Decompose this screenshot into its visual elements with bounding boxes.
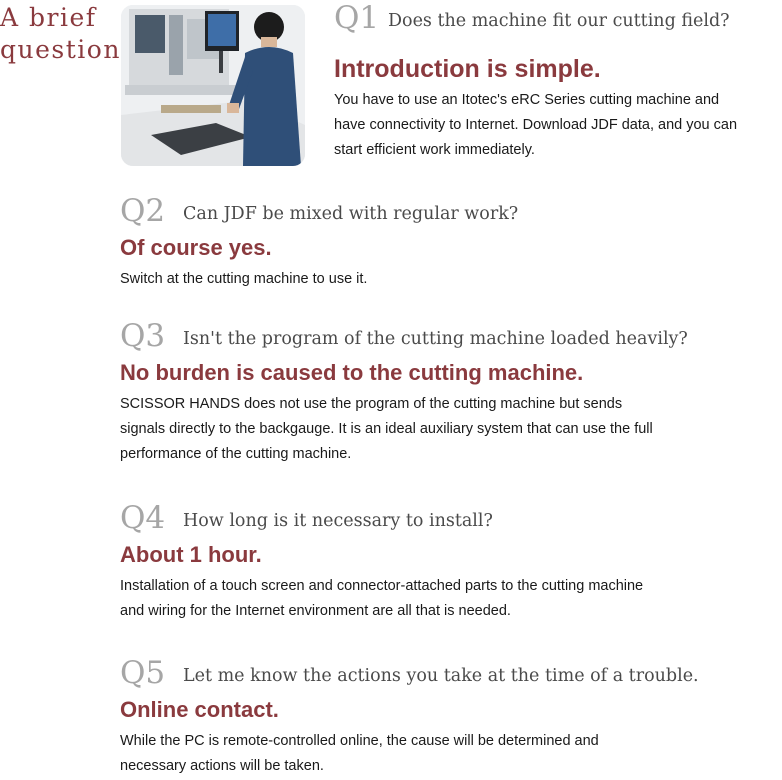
qa-item-2 — [120, 193, 519, 292]
question-number: Q5 — [120, 655, 166, 691]
question-number: Q2 — [120, 193, 166, 229]
answer-line: You have to use an Itotec's eRC Series cutting machine and — [334, 92, 720, 108]
answer-title: Online contact. — [120, 697, 279, 722]
question-row — [120, 655, 699, 691]
section-heading-line1: A brief — [0, 3, 97, 32]
question-text: Let me know the actions you take at the time of a trouble. — [183, 666, 699, 686]
answer-line: Installation of a touch screen and connector-attached parts to the cutting machine — [120, 578, 644, 594]
question-row — [334, 0, 737, 36]
section-heading-line2: question — [0, 35, 121, 64]
qa-item-3 — [120, 318, 688, 467]
qa-item-5 — [120, 655, 699, 779]
answer-line: signals directly to the backgauge. It is an ideal auxiliary system that can use the full — [120, 421, 653, 437]
question-row — [120, 193, 519, 229]
answer-line: SCISSOR HANDS does not use the program of the cutting machine but sends — [120, 396, 623, 412]
qa-item-1 — [334, 0, 737, 163]
answer-body — [334, 88, 737, 163]
answer-body — [120, 729, 599, 779]
question-number: Q3 — [120, 318, 166, 354]
answer-line: While the PC is remote-controlled online, the cause will be determined and — [120, 733, 599, 749]
section-heading — [0, 2, 121, 66]
qa-item-4 — [120, 500, 643, 624]
question-text: Isn't the program of the cutting machine loaded heavily? — [183, 329, 688, 349]
question-number: Q4 — [120, 500, 166, 536]
answer-line: have connectivity to Internet. Download JDF data, and you can — [334, 117, 738, 133]
answer-body — [120, 267, 367, 292]
answer-line: start efficient work immediately. — [334, 142, 535, 158]
question-row — [120, 500, 643, 536]
answer-line: Switch at the cutting machine to use it. — [120, 271, 368, 287]
answer-body — [120, 574, 643, 624]
answer-title: No burden is caused to the cutting machine. — [120, 360, 584, 385]
cutting-machine-photo — [121, 5, 305, 166]
answer-body — [120, 392, 653, 467]
question-text: How long is it necessary to install? — [183, 511, 493, 531]
question-number: Q1 — [334, 0, 380, 36]
answer-line: and wiring for the Internet environment are all that is needed. — [120, 603, 511, 619]
question-row — [120, 318, 688, 354]
answer-title: About 1 hour. — [120, 542, 262, 567]
answer-title: Introduction is simple. — [334, 55, 601, 83]
answer-line: performance of the cutting machine. — [120, 446, 352, 462]
answer-line: necessary actions will be taken. — [120, 758, 324, 774]
answer-title: Of course yes. — [120, 235, 272, 260]
question-text: Does the machine fit our cutting field? — [388, 11, 730, 31]
question-text: Can JDF be mixed with regular work? — [183, 204, 519, 224]
